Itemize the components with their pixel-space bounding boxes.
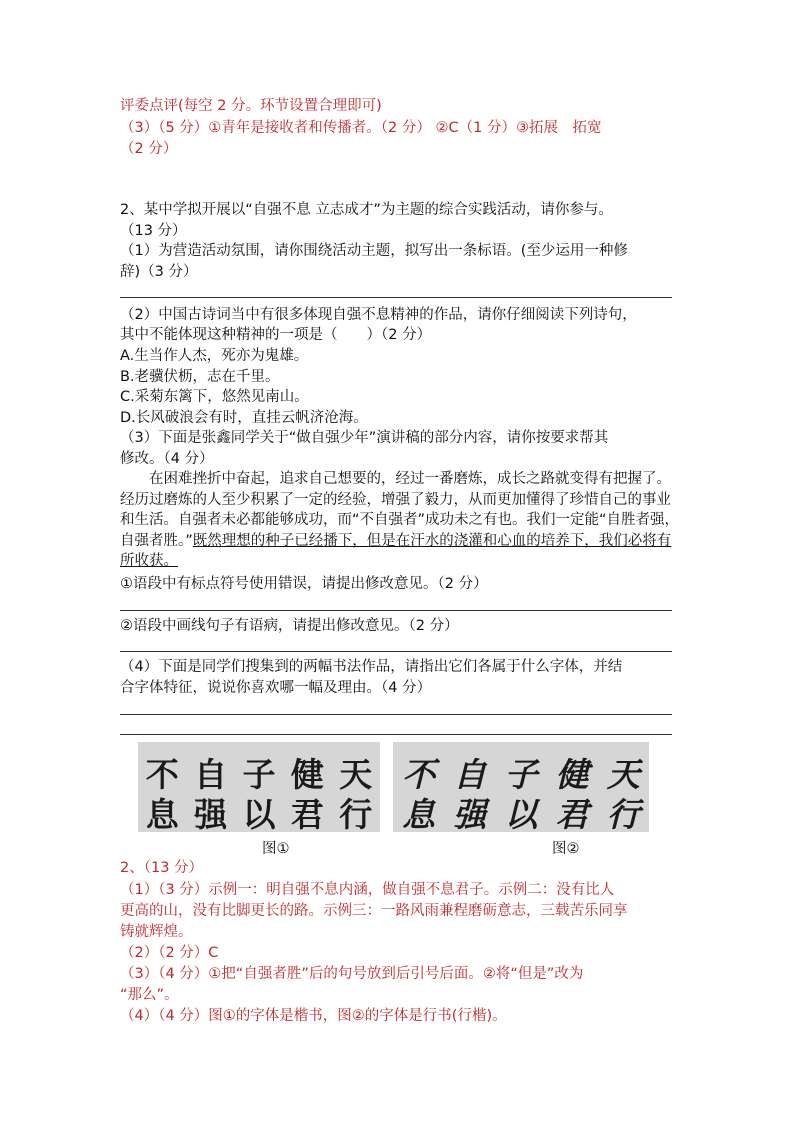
figure-2-caption: 图②	[552, 841, 580, 857]
q4-line2: 合字体特征，说说你喜欢哪一幅及理由。（4 分）	[120, 680, 432, 696]
answer-1-line1: （1）（3 分）示例一：明自强不息内涵，做自强不息君子。示例二：没有比人	[120, 882, 615, 898]
q2-line2: 其中不能体现这种精神的一项是（ ）（2 分）	[120, 327, 432, 343]
figure-1-caption: 图①	[262, 841, 290, 857]
option-b: B.老骥伏枥，志在千里。	[120, 369, 280, 385]
passage-text: 在困难挫折中奋起，追求自己想要的，经过一番磨炼，成长之路就变得有把握了。经历过磨炼的人至少积累了一定的经验，增强了毅力，从而更加懂得了珍惜自己的事业和生活。自强者未必都能够成功，而“不自强者”成功未之有也。我们一定能“自胜者强，自强者胜。”	[120, 471, 680, 549]
answer-line-q4-2	[120, 734, 672, 735]
answer-line-q3-2	[120, 651, 672, 652]
q2-line1: （2）中国古诗词当中有很多体现自强不息精神的作品，请你仔细阅读下列诗句，	[120, 307, 637, 323]
char: 息	[402, 795, 436, 832]
char: 自	[194, 755, 228, 794]
char: 自	[453, 755, 487, 794]
answer-line-q1	[120, 297, 672, 298]
speech-passage	[120, 469, 680, 572]
char: 君	[555, 795, 589, 832]
char: 不	[402, 755, 436, 794]
prev-answer-line2: （3）（5 分）①青年是接收者和传播者。（2 分） ②C（1 分）③拓展 拓宽	[120, 120, 602, 136]
calligraphy-figure-1	[138, 742, 380, 832]
char: 以	[504, 795, 538, 832]
q1-line2: 辞)（3 分）	[120, 264, 198, 280]
char: 天	[606, 755, 640, 794]
q4-line1: （4）下面是同学们搜集到的两幅书法作品，请指出它们各属于什么字体，并结	[120, 659, 623, 675]
option-a: A.生当作人杰，死亦为鬼雄。	[120, 348, 309, 364]
passage-underlined-sentence: 既然理想的种子已经播下，但是在汗水的浇灌和心血的培养下，我们必将有所收获。	[120, 532, 672, 570]
answer-head: 2、（13 分）	[120, 860, 204, 876]
q3-line2: 修改。（4 分）	[120, 451, 214, 467]
q3-sub2: ②语段中画线句子有语病，请提出修改意见。（2 分）	[120, 618, 459, 634]
calligraphy-figure-2	[393, 742, 649, 832]
char: 子	[504, 755, 538, 794]
q1-line1: （1）为营造活动氛围，请你围绕活动主题，拟写出一条标语。(至少运用一种修	[120, 243, 628, 259]
char: 息	[145, 795, 179, 832]
char: 健	[290, 755, 324, 794]
answer-2: （2）（2 分）C	[120, 945, 219, 961]
answer-line-q4-1	[120, 714, 672, 715]
char: 行	[339, 795, 373, 832]
char: 健	[555, 755, 589, 794]
prev-answer-line1: 评委点评(每空 2 分。环节设置合理即可)	[120, 98, 382, 114]
figure-2-row-2	[393, 789, 649, 832]
answer-3-line1: （3）（4 分）①把“自强者胜”后的句号放到后引号后面。②将“但是”改为	[120, 966, 584, 982]
question-title: 2、某中学拟开展以“自强不息 立志成才”为主题的综合实践活动，请你参与。	[120, 202, 613, 218]
char: 君	[290, 795, 324, 832]
answer-1-line2: 更高的山，没有比脚更长的路。示例三：一路风雨兼程磨砺意志，三载苦乐同享	[120, 903, 628, 919]
prev-answer-line3: （2 分）	[120, 141, 178, 157]
answer-1-line3: 铸就辉煌。	[120, 924, 193, 940]
char: 强	[453, 795, 487, 832]
figure-1-row-2	[138, 789, 380, 832]
char: 天	[339, 755, 373, 794]
char: 行	[606, 795, 640, 832]
char: 强	[194, 795, 228, 832]
char: 不	[145, 755, 179, 794]
answer-4: （4）（4 分）图①的字体是楷书，图②的字体是行书(行楷)。	[120, 1008, 507, 1024]
option-c: C.采菊东篱下，悠然见南山。	[120, 389, 309, 405]
question-score: （13 分）	[120, 223, 187, 239]
option-d: D.长风破浪会有时，直挂云帆济沧海。	[120, 410, 368, 426]
answer-3-line2: “那么”。	[120, 987, 179, 1003]
answer-line-q3-1	[120, 610, 672, 611]
q3-sub1: ①语段中有标点符号使用错误，请提出修改意见。（2 分）	[120, 576, 488, 592]
q3-line1: （3）下面是张鑫同学关于“做自强少年”演讲稿的部分内容，请你按要求帮其	[120, 430, 609, 446]
char: 以	[242, 795, 276, 832]
char: 子	[242, 755, 276, 794]
